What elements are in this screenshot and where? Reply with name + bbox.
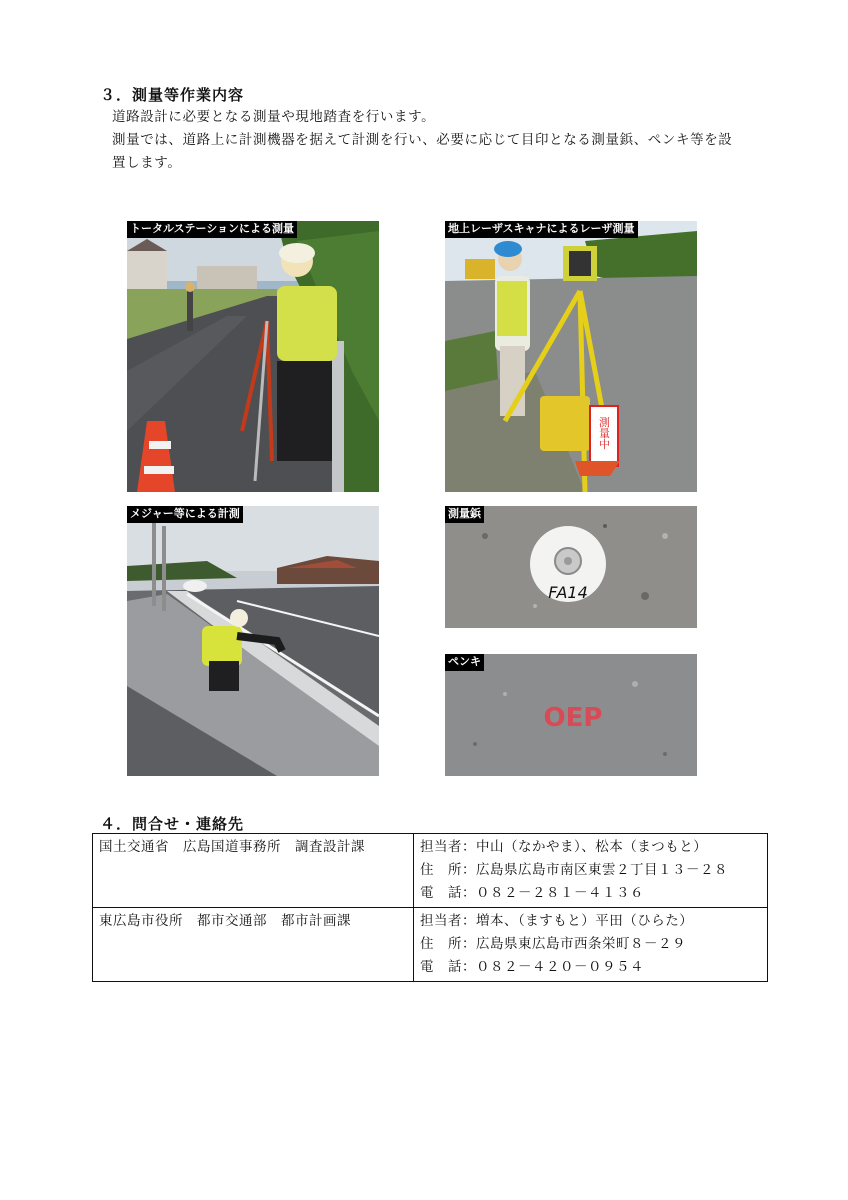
section3-para2-line1: 測量では、道路上に計測機器を据えて計測を行い、必要に応じて目印となる測量鋲、ペンキ等を設 <box>112 132 733 148</box>
photo-caption: トータルステーションによる測量 <box>127 221 297 238</box>
contact-table <box>92 833 768 982</box>
paint-text: OEP <box>543 703 603 733</box>
contact-address: 住 所：広島県広島市南区東雲２丁目１３－２８ <box>420 862 728 878</box>
contact-details <box>414 834 768 908</box>
photo-caption: ペンキ <box>445 654 484 671</box>
photo-paint <box>445 654 697 776</box>
section3-heading: ３．測量等作業内容 <box>100 86 245 104</box>
photo-laser-scanner <box>445 221 697 492</box>
table-row <box>93 908 768 982</box>
section3-para2-line2: 置します。 <box>112 155 182 171</box>
contact-details <box>414 908 768 982</box>
contact-phone: 電 話：０８２－４２０－０９５４ <box>420 959 644 975</box>
photo-caption: 地上レーザスキャナによるレーザ測量 <box>445 221 638 238</box>
contact-person: 担当者：増本、（ますもと）平田（ひらた） <box>420 913 694 929</box>
photo-total-station <box>127 221 379 492</box>
photo-caption: メジャー等による計測 <box>127 506 243 523</box>
contact-phone: 電 話：０８２－２８１－４１３６ <box>420 885 644 901</box>
contact-address: 住 所：広島県東広島市西条栄町８－２９ <box>420 936 686 952</box>
section4-heading: ４．問合せ・連絡先 <box>100 815 245 833</box>
photo-caption: 測量鋲 <box>445 506 484 523</box>
contact-org: 東広島市役所 都市交通部 都市計画課 <box>93 908 414 982</box>
contact-org: 国土交通省 広島国道事務所 調査設計課 <box>93 834 414 908</box>
photo-measuring-tape <box>127 506 379 776</box>
section3-para1: 道路設計に必要となる測量や現地踏査を行います。 <box>112 109 436 125</box>
sign-text: 測量中 <box>597 416 611 450</box>
contact-person: 担当者：中山（なかやま）、松本（まつもと） <box>420 839 708 855</box>
table-row <box>93 834 768 908</box>
photo-survey-nail <box>445 506 697 628</box>
marker-text: FA14 <box>548 583 588 602</box>
